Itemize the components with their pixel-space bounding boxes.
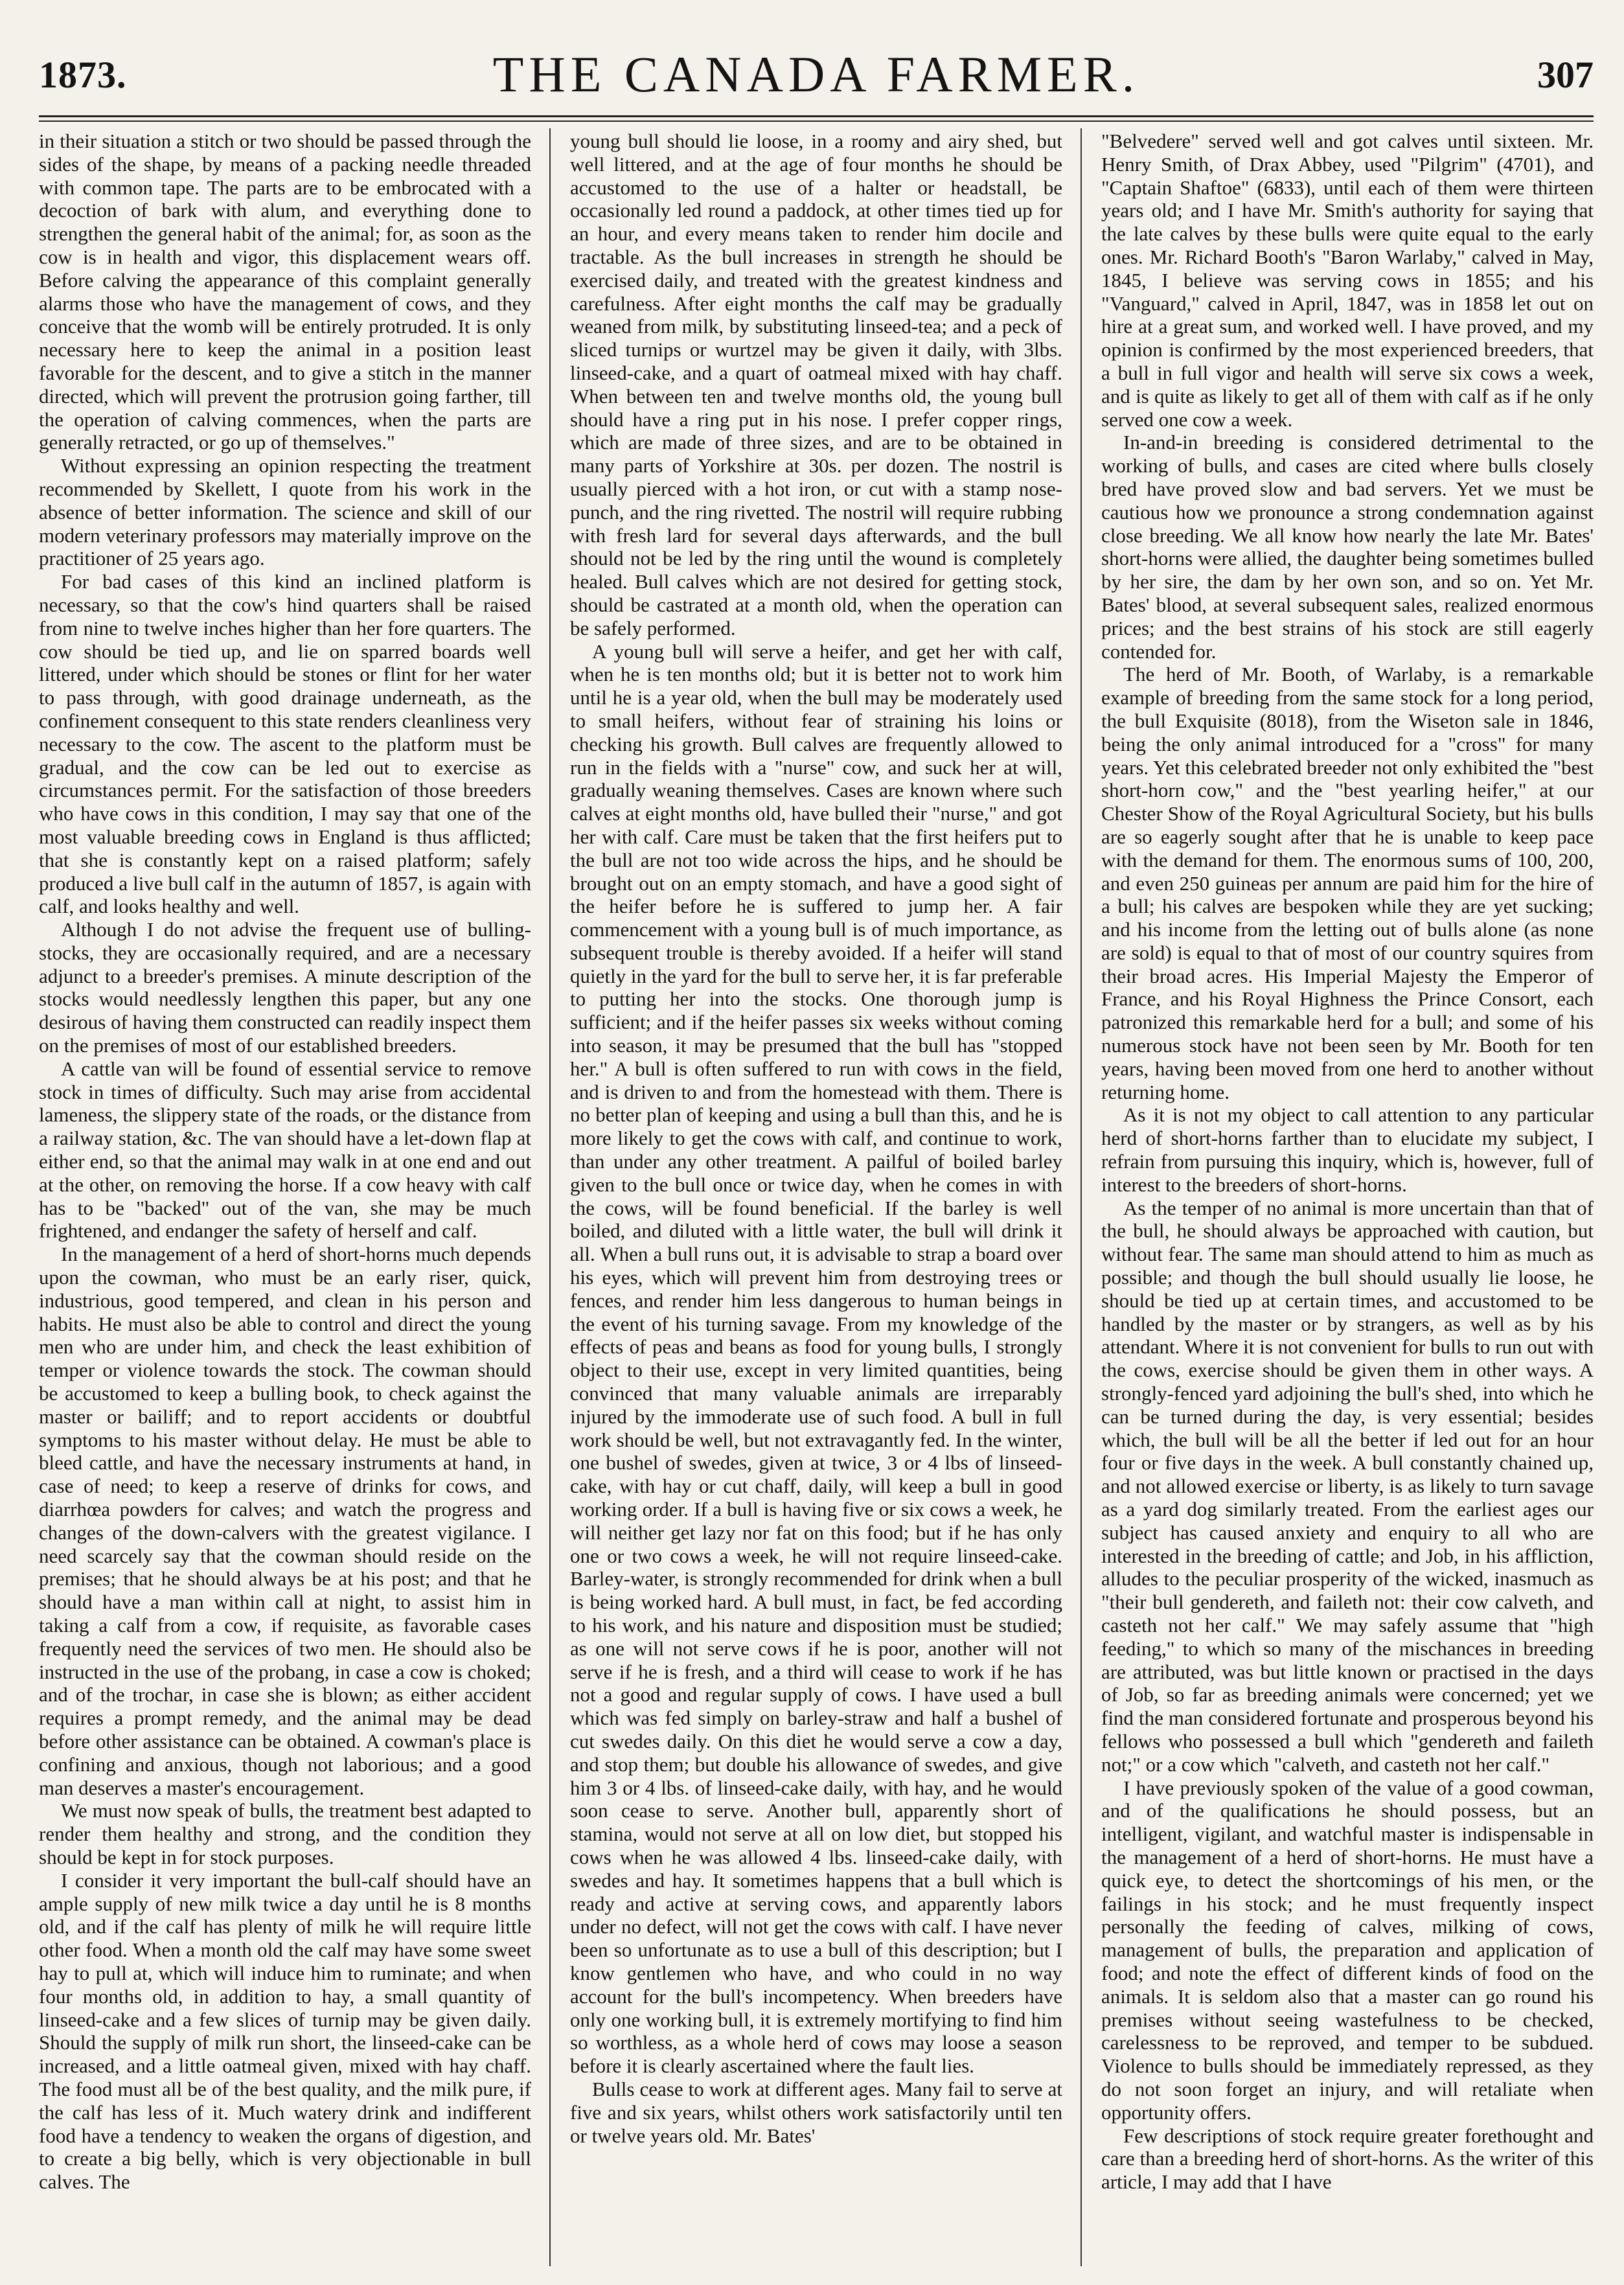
paragraph: I have previously spoken of the value of a good cowman, and of the qualifications he should possess, but an intelligent, vigilant, and watchful master is indispensable in the management of a herd of short-horns. He must have a quick eye, to detect the shortcomings of his men, or the failings in his stock; and he must frequently inspect personally the feeding of calves, milking of cows, management of bulls, the preparation and application of food; and note the effect of different kinds of food on the animals. It is seldom also that a master can go round his premises without seeing wastefulness to be checked, carelessness to be reproved, and temper to be subdued. Violence to bulls should be immediately repressed, as they do not soon forget an injury, and will retaliate when opportunity offers. [1101,1776,1594,2124]
paragraph: in their situation a stitch or two should be passed through the sides of the shape, by means of a packing needle threaded with common tape. The parts are to be embrocated with a decoction of bark with alum, and everything done to strengthen the general habit of the animal; for, as soon as the cow is in health and vigor, this displacement wears off. Before calving the appearance of this complaint generally alarms those who have the management of cows, and they conceive that the womb will be entirely protruded. It is only necessary here to keep the animal in a position least favorable for the descent, and to give a stitch in the manner directed, which will prevent the protrusion going farther, till the operation of calving commences, when the parts are generally retracted, or go up of themselves." [39,130,531,454]
paragraph: In the management of a herd of short-horns much depends upon the cowman, who must be an early riser, quick, industrious, good tempered, and clean in his person and habits. He must also be able to control and direct the young men who are under him, and check the least exhibition of temper or violence towards the stock. The cowman should be accustomed to keep a bulling book, to check against the master or bailiff; and to report accidents or doubtful symptoms to his master without delay. He must be able to bleed cattle, and have the necessary instruments at hand, in case of need; to keep a reserve of drinks for cows, and diarrhœa powders for calves; and watch the progress and changes of the down-calvers with the greatest vigilance. I need scarcely say that the cowman should reside on the premises; that he should always be at his post; and that he should have a man within call at night, to assist him in taking a calf from a cow, if requisite, as favorable cases frequently need the services of two men. He should also be instructed in the use of the probang, in case a cow is choked; and of the trochar, in case she is blown; as either accident requires a prompt remedy, and the animal may be dead before other assistance can be obtained. A cowman's place is confining and anxious, though not laborious; and a good man deserves a master's encouragement. [39,1243,531,1799]
column-divider [1081,128,1082,2266]
column-3 [1101,130,1594,2261]
paragraph: We must now speak of bulls, the treatment best adapted to render them healthy and strong, and the condition they should be kept in for stock purposes. [39,1799,531,1868]
header-page-number: 307 [1537,54,1594,96]
column-divider [549,128,551,2266]
paragraph: As it is not my object to call attention to any particular herd of short-horns farther than to elucidate my subject, I refrain from pursuing this inquiry, which is, however, full of interest to the breeders of short-horns. [1101,1103,1594,1196]
paragraph: Although I do not advise the frequent use of bulling-stocks, they are occasionally required, and are a necessary adjunct to a breeder's premises. A minute description of the stocks would needlessly lengthen this paper, but any one desirous of having them constructed can readily inspect them on the premises of most of our established breeders. [39,918,531,1057]
paragraph: young bull should lie loose, in a roomy and airy shed, but well littered, and at the age of four months he should be accustomed to the use of a halter or headstall, be occasionally led round a paddock, at other times tied up for an hour, and every means taken to render him docile and tractable. As the bull increases in strength he should be exercised daily, and treated with the greatest kindness and carefulness. After eight months the calf may be gradually weaned from milk, by substituting linseed-tea; and a peck of sliced turnips or wurtzel may be given it daily, with 3lbs. linseed-cake, and a quart of oatmeal mixed with hay chaff. When between ten and twelve months old, the young bull should have a ring put in his nose. I prefer copper rings, which are made of three sizes, and are to be obtained in many parts of Yorkshire at 30s. per dozen. The nostril is usually pierced with a hot iron, or cut with a stamp nose-punch, and the ring rivetted. The nostril will require rubbing with fresh lard for several days afterwards, and the bull should not be led by the ring until the wound is completely healed. Bull calves which are not desired for getting stock, should be castrated at a month old, when the operation can be safely performed. [570,130,1062,639]
header-title: THE CANADA FARMER. [492,46,1140,102]
column-1 [39,130,531,2261]
header-year: 1873. [39,54,127,96]
paragraph: In-and-in breeding is considered detrimental to the working of bulls, and cases are cited where bulls closely bred have proved slow and bad servers. Yet we must be cautious how we pronounce a strong condemnation against close breeding. We all know how nearly the late Mr. Bates' short-horns were allied, the daughter being sometimes bulled by her sire, the dam by her own son, and so on. Yet Mr. Bates' blood, at several subsequent sales, realized enormous prices; and the best strains of his stock are still eagerly contended for. [1101,431,1594,663]
header-rule-thin [39,121,1594,122]
paragraph: A cattle van will be found of essential service to remove stock in times of difficulty. Such may arise from accidental lameness, the slippery state of the roads, or the distance from a railway station, &c. The van should have a let-down flap at either end, so that the animal may walk in at one end and out at the other, on removing the horse. If a cow heavy with calf has to be "backed" out of the van, she may be much frightened, and endanger the safety of herself and calf. [39,1057,531,1243]
paragraph: The herd of Mr. Booth, of Warlaby, is a remarkable example of breeding from the same stock for a long period, the bull Exquisite (8018), from the Wiseton sale in 1846, being the only animal introduced for a "cross" for many years. Yet this celebrated breeder not only exhibited the "best short-horn cow," and the "best yearling heifer," at our Chester Show of the Royal Agricultural Society, but his bulls are so eagerly sought after that he is unable to keep pace with the demand for them. The enormous sums of 100, 200, and even 250 guineas per annum are paid him for the hire of a bull; his calves are bespoken while they are yet sucking; and his income from the letting out of bulls alone (as none are sold) is equal to that of most of our country squires from their broad acres. His Imperial Majesty the Emperor of France, and his Royal Highness the Prince Consort, each patronized this remarkable herd for a bull; and some of his numerous stock have not been seen by Mr. Booth for ten years, having been moved from one herd to another without returning home. [1101,663,1594,1103]
page-header [39,39,1594,110]
paragraph: Bulls cease to work at different ages. Many fail to serve at five and six years, whilst others work satisfactorily until ten or twelve years old. Mr. Bates' [570,2077,1062,2147]
paragraph: As the temper of no animal is more uncertain than that of the bull, he should always be approached with caution, but without fear. The same man should attend to him as much as possible; and though the bull should usually lie loose, he should be tied up at certain times, and accustomed to be handled by the master or by strangers, as well as by his attendant. Where it is not convenient for bulls to run out with the cows, exercise should be given them in other ways. A strongly-fenced yard adjoining the bull's shed, into which he can be turned during the day, is very essential; besides which, the bull will be all the better if led out for an hour four or five days in the week. A bull constantly chained up, and not allowed exercise or liberty, is as likely to turn savage as a yard dog similarly treated. From the earliest ages our subject has caused anxiety and enquiry to all who are interested in the breeding of cattle; and Job, in his affliction, alludes to the peculiar prosperity of the wicked, inasmuch as "their bull gendereth, and faileth not: their cow calveth, and casteth not her calf." We may safely assume that "high feeding," to which so many of the mischances in breeding are attributed, was but little known or practised in the days of Job, so far as breeding animals were concerned; yet we find the man considered fortunate and prosperous beyond his fellows who possessed a bull which "gendereth and faileth not;" or a cow which "calveth, and casteth not her calf." [1101,1196,1594,1776]
paragraph: "Belvedere" served well and got calves until sixteen. Mr. Henry Smith, of Drax Abbey, used "Pilgrim" (4701), and "Captain Shaftoe" (6833), until each of them were thirteen years old; and I have Mr. Smith's authority for saying that the late calves by these bulls were quite equal to the early ones. Mr. Richard Booth's "Baron Warlaby," calved in May, 1845, I believe was serving cows in 1855; and his "Vanguard," calved in April, 1847, was in 1858 let out on hire at a great sum, and worked well. I have proved, and my opinion is confirmed by the most experienced breeders, that a bull in full vigor and health will serve six cows a week, and is quite as likely to get all of them with calf as if he only served one cow a week. [1101,130,1594,431]
paragraph: For bad cases of this kind an inclined platform is necessary, so that the cow's hind quarters shall be raised from nine to twelve inches higher than her fore quarters. The cow should be tied up, and lie on sparred boards well littered, under which should be stones or flint for her water to pass through, with good drainage underneath, as the confinement consequent to this state renders cleanliness very necessary to the cow. The ascent to the platform must be gradual, and the cow can be led out to exercise as circumstances permit. For the satisfaction of those breeders who have cows in this condition, I may say that one of the most valuable breeding cows in England is thus afflicted; that she is constantly kept on a raised platform; safely produced a live bull calf in the autumn of 1857, is again with calf, and looks healthy and well. [39,570,531,918]
column-2 [570,130,1062,2261]
paragraph: A young bull will serve a heifer, and get her with calf, when he is ten months old; but it is better not to work him until he is a year old, when the bull may be moderately used to small heifers, without fear of straining his loins or checking his growth. Bull calves are frequently allowed to run in the fields with a "nurse" cow, and suck her at will, gradually weaning themselves. Cases are known where such calves at eight months old, have bulled their "nurse," and got her with calf. Care must be taken that the first heifers put to the bull are not too wide across the hips, and he should be brought out on an empty stomach, and have a good sight of the heifer before he is suffered to jump her. A fair commencement with a young bull is of much importance, as subsequent trouble is thereby avoided. If a heifer will stand quietly in the yard for the bull to serve her, it is far preferable to putting her into the stocks. One thorough jump is sufficient; and if the heifer passes six weeks without coming into season, it may be presumed that the bull has "stopped her." A bull is often suffered to run with cows in the field, and is driven to and from the homestead with them. There is no better plan of keeping and using a bull than this, and he is more likely to get the cows with calf, and continue to work, than under any other treatment. A pailful of boiled barley given to the bull once or twice day, when he comes in with the cows, will be found beneficial. If the barley is well boiled, and diluted with a little water, the bull will drink it all. When a bull runs out, it is advisable to strap a board over his eyes, which will prevent him from destroying trees or fences, and render him less dangerous to human beings in the event of his turning savage. From my knowledge of the effects of peas and beans as food for young bulls, I strongly object to their use, except in very limited quantities, being convinced that many valuable animals are irreparably injured by the immoderate use of such food. A bull in full work should be well, but not extravagantly fed. In the winter, one bushel of swedes, given at twice, 3 or 4 lbs of linseed-cake, with hay or cut chaff, daily, will keep a bull in good working order. If a bull is having five or six cows a week, he will neither get lazy nor fat on this food; but if he has only one or two cows a week, he will not require linseed-cake. Barley-water, is strongly recommended for drink when a bull is being worked hard. A bull must, in fact, be fed according to his work, and his nature and disposition must be studied; as one will not serve cows if he is poor, another will not serve if he is fresh, and a third will cease to work if he has not a good and regular supply of cows. I have used a bull which was fed simply on barley-straw and half a bushel of cut swedes daily. On this diet he would serve a cow a day, and stop them; but double his allowance of swedes, and give him 3 or 4 lbs. of linseed-cake daily, with hay, and he would soon cease to serve. Another bull, apparently short of stamina, would not serve at all on low diet, but stopped his cows when he was allowed 4 lbs. linseed-cake daily, with swedes and hay. It sometimes happens that a bull which is ready and active at serving cows, and apparently labors under no defect, will not get the cows with calf. I have never been so unfortunate as to use a bull of this description; but I know gentlemen who have, and who could in no way account for the bull's incompetency. When breeders have only one working bull, it is extremely mortifying to find him so worthless, as a whole herd of cows may loose a season before it is clearly ascertained where the fault lies. [570,639,1062,2078]
header-rule [39,115,1594,117]
paragraph: I consider it very important the bull-calf should have an ample supply of new milk twice a day until he is 8 months old, and if the calf has plenty of milk he will require little other food. When a month old the calf may have some sweet hay to pull at, which will induce him to ruminate; and when four months old, in addition to hay, a small quantity of linseed-cake and a few slices of turnip may be given daily. Should the supply of milk run short, the linseed-cake can be increased, and a little oatmeal given, mixed with hay chaff. The food must all be of the best quality, and the milk pure, if the calf has less of it. Much watery drink and indifferent food have a tendency to weaken the organs of digestion, and to create a big belly, which is very objectionable in bull calves. The [39,1868,531,2194]
paragraph: Few descriptions of stock require greater forethought and care than a breeding herd of short-horns. As the writer of this article, I may add that I have [1101,2124,1594,2194]
paragraph: Without expressing an opinion respecting the treatment recommended by Skellett, I quote from his work in the absence of better information. The science and skill of our modern veterinary professors may materially improve on the practitioner of 25 years ago. [39,454,531,570]
